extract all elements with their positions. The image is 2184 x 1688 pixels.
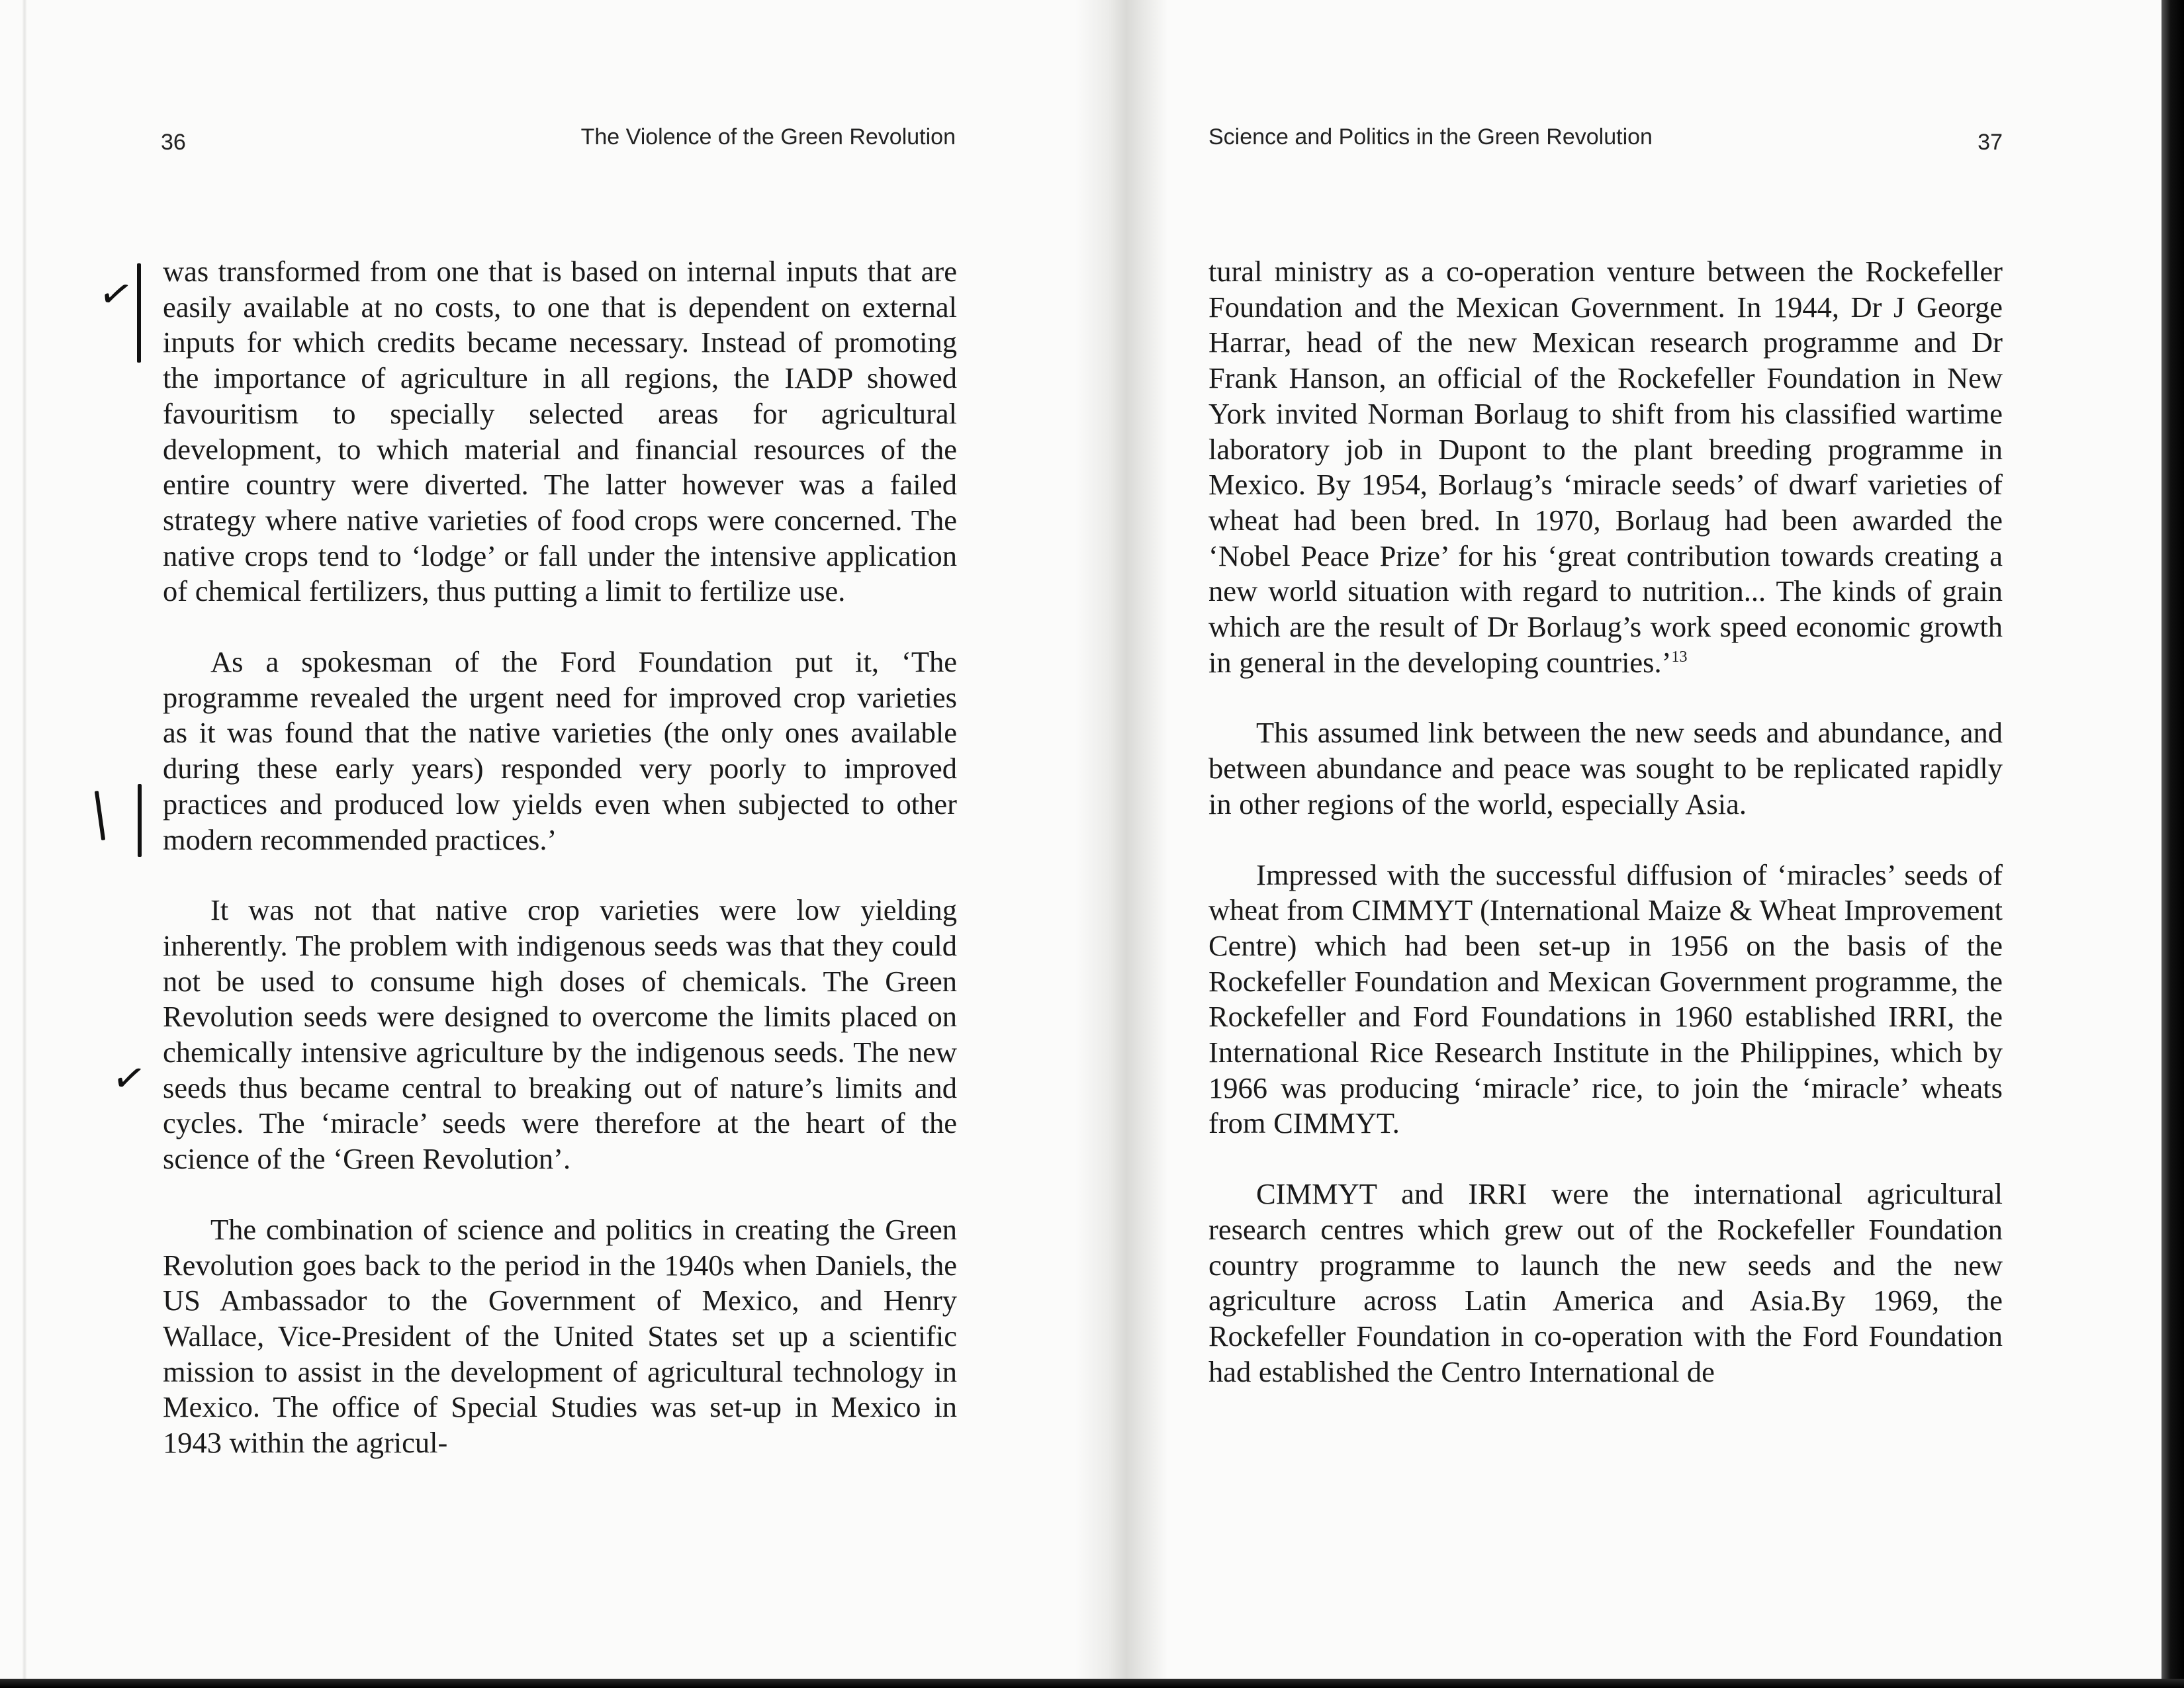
right-paragraph-1 <box>1208 254 2003 680</box>
left-page-number: 36 <box>161 130 186 155</box>
left-paragraph-1: was transformed from one that is based on internal inputs that are easily available at no costs, to one that is dependent on external inputs for which credits became necessary. Instead of promoting the importance of agriculture in all regions, the IADP showed favouritism to specially selected areas for agricultural development, to which material and financial resources of the entire country were diverted. The latter however was a failed strategy where native varieties of food crops were concerned. The native crops tend to ‘lodge’ or fall under the intensive application of chemical fertilizers, thus putting a limit to fertilize use. <box>163 255 957 608</box>
right-running-head: Science and Politics in the Green Revolution <box>1208 124 1653 150</box>
right-cover-edge <box>2161 0 2184 1688</box>
right-paragraph-3: Impressed with the successful diffusion of ‘miracles’ seeds of wheat from CIMMYT (International Maize & Wheat Improvement Centre) which had been set-up in 1956 on the basis of the Rockefeller Foundation and Mexican Government programme, the Rockefeller and Ford Foundations in 1960 established IRRI, the International Rice Research Institute in the Philippines, which by 1966 was producing ‘miracle’ rice, to join the ‘miracle’ wheats from CIMMYT. <box>1208 858 2003 1140</box>
right-page-body <box>1208 254 2003 1390</box>
left-running-head: The Violence of the Green Revolution <box>580 124 956 150</box>
right-page-number: 37 <box>1978 130 2003 155</box>
footnote-ref-13: 13 <box>1671 648 1688 666</box>
margin-check-mark-2: ✓ <box>109 1053 150 1104</box>
left-page-body <box>163 254 957 1461</box>
right-paragraph-1-text: tural ministry as a co-operation venture between the Rockefeller Foundation and the Mexican Government. In 1944, Dr J George Harrar, head of the new Mexican research programme and Dr Frank Hanson, an official of the Rockefeller Foundation in New York invited Norman Borlaug to shift from his classified wartime laboratory job in Dupont to the plant breeding programme in Mexico. By 1954, Borlaug’s ‘miracle seeds’ of dwarf varieties of wheat had been bred. In 1970, Borlaug had been awarded the ‘Nobel Peace Prize’ for his ‘great contribution towards creating a new world situation with regard to nutrition... The kinds of grain which are the result of Dr Borlaug’s work speed economic growth in general in the developing countries.’ <box>1208 255 2003 679</box>
right-paragraph-4: CIMMYT and IRRI were the international agricultural research centres which grew out of the Rockefeller Foundation country programme to launch the new seeds and the new agriculture across Latin America and Asia.By 1969, the Rockefeller Foundation in co-operation with the Ford Foundation had established the Centro International de <box>1208 1177 2003 1388</box>
bottom-cover-edge <box>0 1679 2184 1688</box>
margin-check-mark-1: ✓ <box>95 268 138 321</box>
left-page-edge <box>23 0 26 1688</box>
book-gutter <box>1075 0 1168 1688</box>
margin-line-3 <box>138 784 142 857</box>
left-paragraph-2: As a spokesman of the Ford Foundation put it, ‘The programme revealed the urgent need for improved crop varieties as it was found that the native varieties (the only ones available during these early years) responded very poorly to improved practices and produced low yields even when subjected to other modern recommended practices.’ <box>163 645 957 856</box>
margin-line-1 <box>137 263 141 363</box>
left-paragraph-4: The combination of science and politics in creating the Green Revolution goes back to the period in the 1940s when Daniels, the US Ambassador to the Government of Mexico, and Henry Wallace, Vice-President of the United States set up a scientific mission to assist in the development of agricultural technology in Mexico. The office of Special Studies was set-up in Mexico in 1943 within the agricul- <box>163 1212 957 1460</box>
margin-line-2 <box>95 791 105 840</box>
left-paragraph-3: It was not that native crop varieties were low yielding inherently. The problem with indigenous seeds was that they could not be used to consume high doses of chemicals. The Green Revolution seeds were designed to overcome the limits placed on chemically intensive agriculture by the indigenous seeds. The new seeds thus became central to breaking out of nature’s limits and cycles. The ‘miracle’ seeds were therefore at the heart of the science of the ‘Green Revolution’. <box>163 893 957 1176</box>
right-paragraph-2: This assumed link between the new seeds and abundance, and between abundance and peace was sought to be replicated rapidly in other regions of the world, especially Asia. <box>1208 716 2003 821</box>
